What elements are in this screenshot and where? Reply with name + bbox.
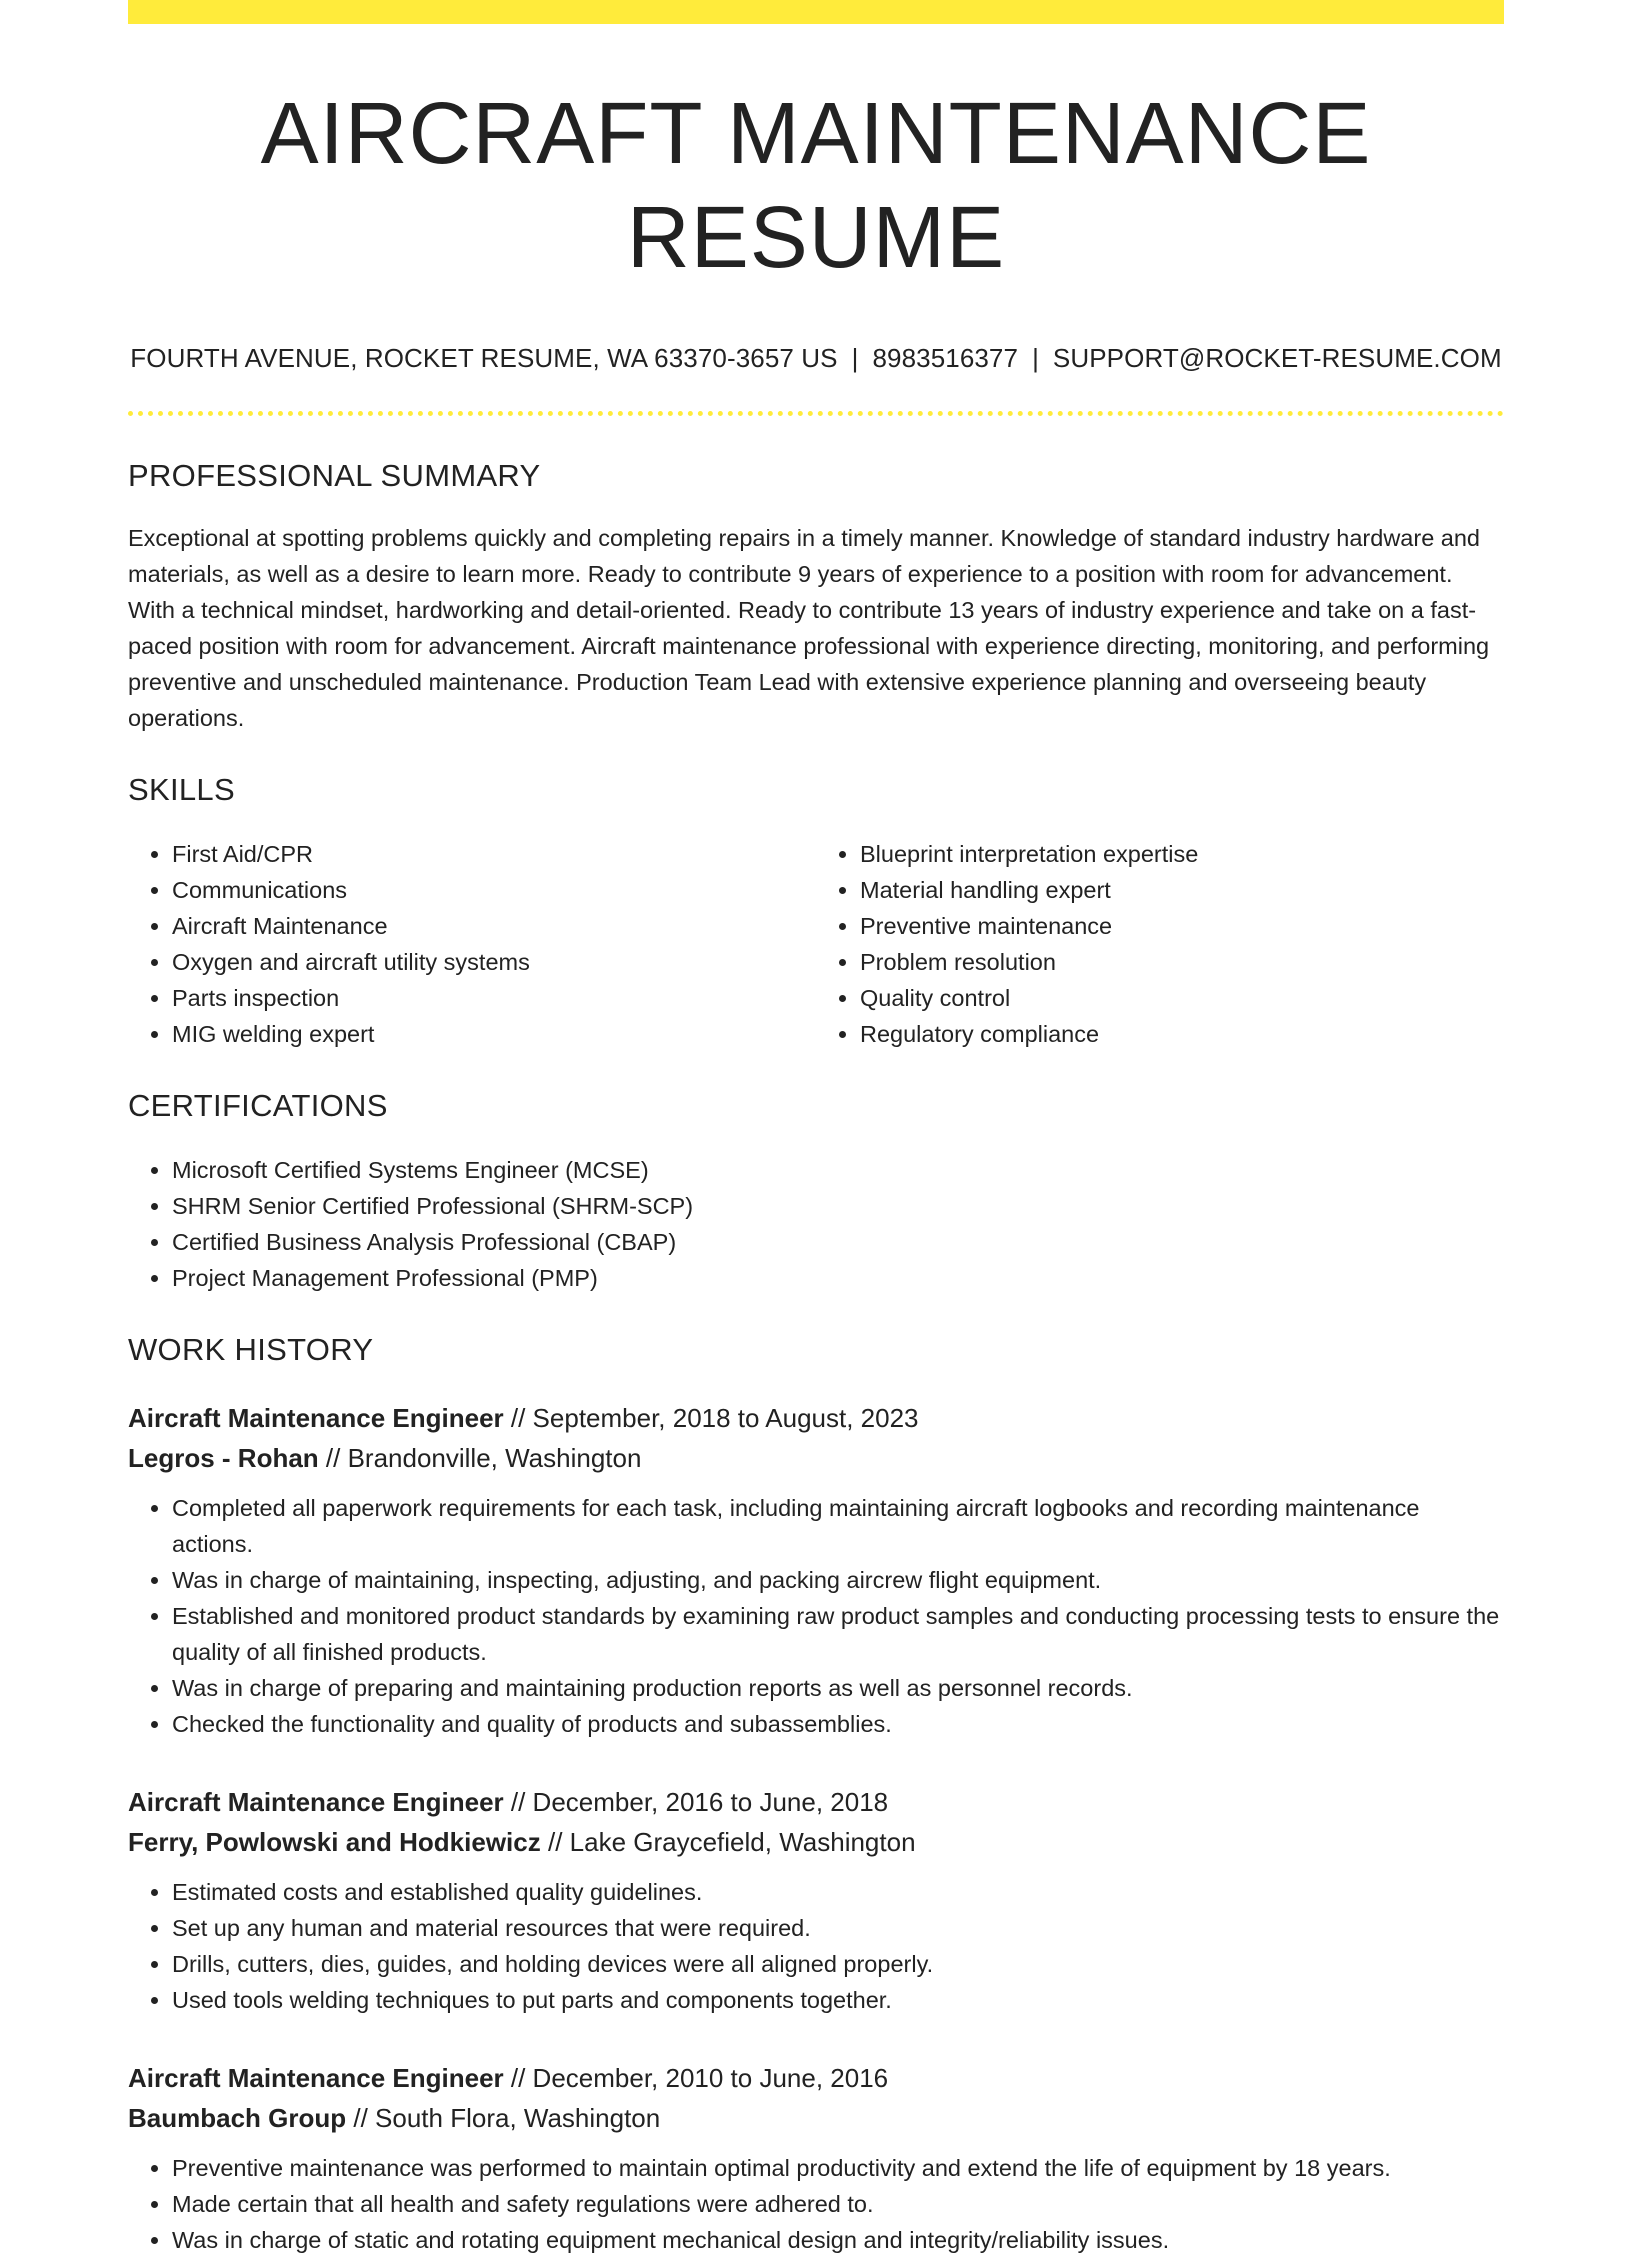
job-dates: // September, 2018 to August, 2023 xyxy=(503,1402,919,1433)
job-bullet: • Was in charge of static and rotating equipment mechanical design and integrity/reliability issues. xyxy=(172,2222,1504,2258)
job-dates: // December, 2010 to June, 2016 xyxy=(503,2062,889,2093)
job-bullet: • Established and monitored product standards by examining raw product samples and conducting processing tests to ensure the quality of all finished products. xyxy=(172,1598,1504,1670)
job-dates: // December, 2016 to June, 2018 xyxy=(503,1786,889,1817)
job-bullet: • Estimated costs and established quality guidelines. xyxy=(172,1874,1504,1910)
skill-item: • Blueprint interpretation expertise xyxy=(860,836,1504,872)
skill-item: • Material handling expert xyxy=(860,872,1504,908)
certification-item: • Project Management Professional (PMP) xyxy=(172,1260,1504,1296)
summary-section xyxy=(128,416,1504,736)
job-company-line xyxy=(128,1822,1504,1862)
certification-item: • SHRM Senior Certified Professional (SHRM-SCP) xyxy=(172,1188,1504,1224)
skill-item: • Aircraft Maintenance xyxy=(172,908,816,944)
skill-item: • Oxygen and aircraft utility systems xyxy=(172,944,816,980)
job-role-line xyxy=(128,1782,1504,1822)
job-bullet: • Was in charge of preparing and maintaining production reports as well as personnel records. xyxy=(172,1670,1504,1706)
skill-item: • Problem resolution xyxy=(860,944,1504,980)
contact-address: FOURTH AVENUE, ROCKET RESUME, WA 63370-3657 US xyxy=(130,342,838,373)
job-location: // South Flora, Washington xyxy=(346,2102,661,2133)
skills-columns xyxy=(128,836,1504,1052)
job-bullets xyxy=(128,2150,1504,2258)
job-role: Aircraft Maintenance Engineer xyxy=(128,2062,504,2093)
job-bullet: • Was in charge of maintaining, inspecting, adjusting, and packing aircrew flight equipment. xyxy=(172,1562,1504,1598)
skills-list-left xyxy=(128,836,816,1052)
contact-separator: | xyxy=(1032,342,1039,373)
job-role-line xyxy=(128,1398,1504,1438)
work-history-heading: WORK HISTORY xyxy=(128,1331,374,1367)
certification-item: • Microsoft Certified Systems Engineer (MCSE) xyxy=(172,1152,1504,1188)
resume-page xyxy=(128,0,1504,2258)
skills-section xyxy=(128,772,1504,1052)
job-company: Legros - Rohan xyxy=(128,1442,319,1473)
job-bullet: • Set up any human and material resources that were required. xyxy=(172,1910,1504,1946)
summary-heading: PROFESSIONAL SUMMARY xyxy=(128,457,541,493)
skill-item: • Parts inspection xyxy=(172,980,816,1016)
job-bullets xyxy=(128,1874,1504,2018)
job-company: Ferry, Powlowski and Hodkiewicz xyxy=(128,1826,541,1857)
skill-item: • MIG welding expert xyxy=(172,1016,816,1052)
contact-line xyxy=(128,343,1504,374)
job-company-line xyxy=(128,2098,1504,2138)
job-bullets xyxy=(128,1490,1504,1742)
certifications-heading: CERTIFICATIONS xyxy=(128,1087,388,1123)
certifications-section xyxy=(128,1088,1504,1296)
job-bullet: • Completed all paperwork requirements for each task, including maintaining aircraft logbooks and recording maintenance actions. xyxy=(172,1490,1504,1562)
job-role-line xyxy=(128,2058,1504,2098)
skill-item: • Quality control xyxy=(860,980,1504,1016)
skill-item: • Communications xyxy=(172,872,816,908)
job-company-line xyxy=(128,1438,1504,1478)
job-entry xyxy=(128,1782,1504,2018)
contact-separator: | xyxy=(851,342,859,373)
job-bullet: • Made certain that all health and safety regulations were adhered to. xyxy=(172,2186,1504,2222)
job-bullet: • Used tools welding techniques to put parts and components together. xyxy=(172,1982,1504,2018)
top-accent-bar xyxy=(128,0,1504,24)
job-location: // Lake Graycefield, Washington xyxy=(540,1826,916,1857)
contact-phone: 8983516377 xyxy=(872,342,1019,373)
skills-list-right xyxy=(816,836,1504,1052)
job-bullet: • Preventive maintenance was performed to maintain optimal productivity and extend the life of equipment by 18 years. xyxy=(172,2150,1504,2186)
job-entry xyxy=(128,1398,1504,1742)
job-bullet: • Drills, cutters, dies, guides, and holding devices were all aligned properly. xyxy=(172,1946,1504,1982)
job-bullet: • Checked the functionality and quality of products and subassemblies. xyxy=(172,1706,1504,1742)
skill-item: • Preventive maintenance xyxy=(860,908,1504,944)
resume-title: AIRCRAFT MAINTENANCE RESUME xyxy=(260,85,1372,287)
job-entry xyxy=(128,2058,1504,2258)
certification-item: • Certified Business Analysis Professional (CBAP) xyxy=(172,1224,1504,1260)
skill-item: • Regulatory compliance xyxy=(860,1016,1504,1052)
work-history-section xyxy=(128,1332,1504,2258)
job-role: Aircraft Maintenance Engineer xyxy=(128,1402,504,1433)
job-company: Baumbach Group xyxy=(128,2102,347,2133)
skills-heading: SKILLS xyxy=(128,771,235,807)
job-location: // Brandonville, Washington xyxy=(318,1442,642,1473)
summary-text: Exceptional at spotting problems quickly and completing repairs in a timely manner. Knowledge of standard industry hardware and materials, as well as a desire to learn more. Ready to contribute 9 years of experience to a position with room for advancement. With a technical mindset, hardworking and detail-oriented. Ready to contribute 13 years of industry experience and take on a fast-paced position with room for advancement. Aircraft maintenance professional with experience directing, monitoring, and performing preventive and unscheduled maintenance. Production Team Lead with extensive experience planning and overseeing beauty operations. xyxy=(128,524,1490,731)
skill-item: • First Aid/CPR xyxy=(172,836,816,872)
contact-email: SUPPORT@ROCKET-RESUME.COM xyxy=(1052,342,1502,373)
certifications-list xyxy=(128,1152,1504,1296)
job-role: Aircraft Maintenance Engineer xyxy=(128,1786,504,1817)
